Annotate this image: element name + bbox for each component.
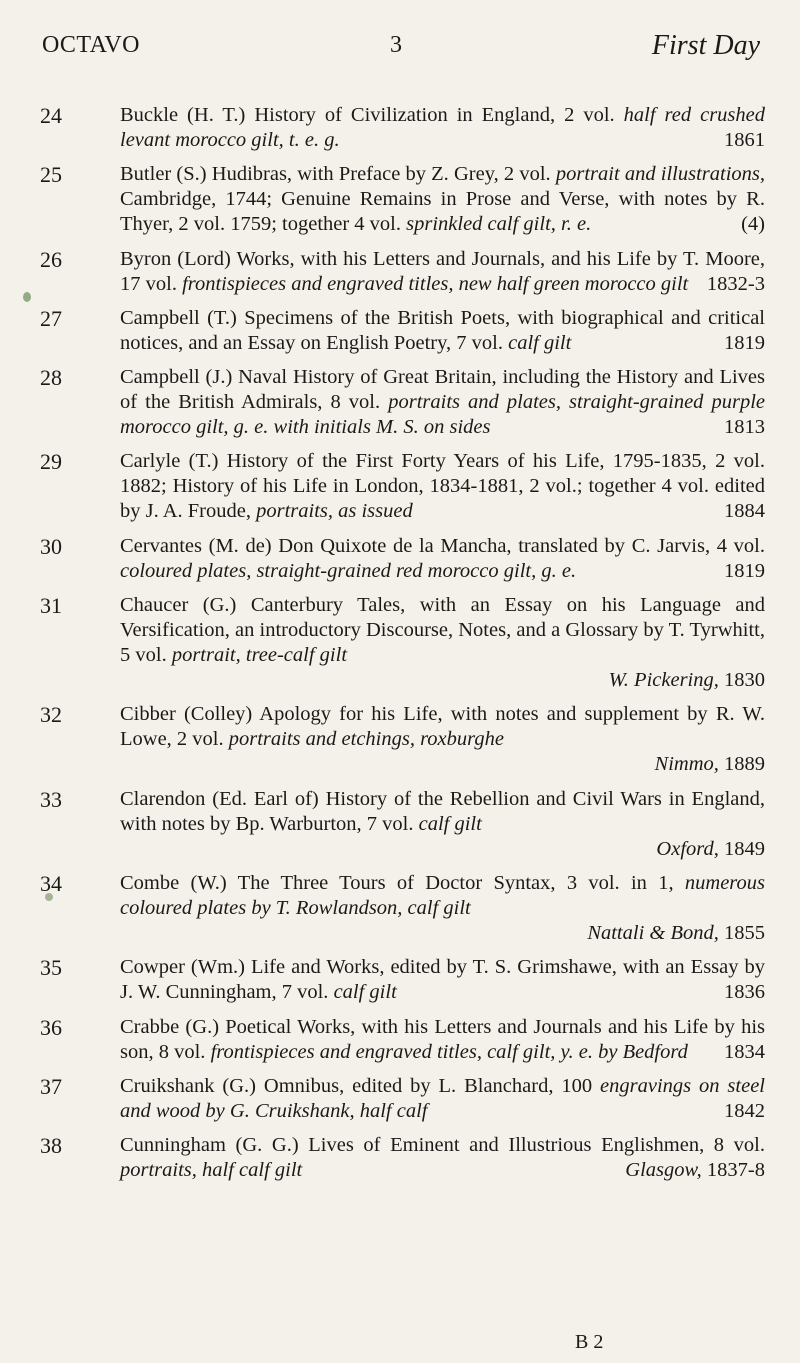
lot-title-continued: Cambridge, 1744; Genuine Remains in Prose and Verse, with notes by R. Thyer, 2 vol. 1759; together 4 vol. xyxy=(120,188,765,236)
lot-date: 1842 xyxy=(724,1099,765,1122)
lot-entry xyxy=(40,365,765,440)
lot-entry xyxy=(40,1074,765,1124)
lot-binding: portrait, tree-calf gilt xyxy=(171,644,348,667)
lot-binding: calf gilt xyxy=(333,981,397,1004)
lot-entry xyxy=(40,247,765,297)
lot-binding: engravings on steel and wood by G. Cruikshank, half calf xyxy=(120,1074,765,1122)
lot-entry xyxy=(40,103,765,153)
lot-title: Cibber (Colley) Apology for his Life, with notes and supplement by R. W. Lowe, 2 vol. xyxy=(120,703,765,751)
lot-date: 1837-8 xyxy=(706,1159,765,1182)
lot-number: 36 xyxy=(40,1014,62,1040)
lot-number: 31 xyxy=(40,593,62,619)
lot-title: Carlyle (T.) History of the First Forty Years of his Life, 1795-1835, 2 vol. 1882; History of his Life in London, 1834-1881, 2 vol.; together 4 vol. edited by J. A. Froude, xyxy=(120,450,765,523)
lot-binding: coloured plates, straight-grained red morocco gilt, g. e. xyxy=(120,559,577,582)
lot-binding: frontispieces and engraved titles, calf gilt, y. e. by Bedford xyxy=(210,1040,688,1063)
lot-binding: portraits and plates, straight-grained purple morocco gilt, g. e. with initials M. S. on sides xyxy=(120,391,766,439)
lot-entry xyxy=(40,1015,765,1065)
lot-number: 37 xyxy=(40,1073,62,1099)
lot-title: Crabbe (G.) Poetical Works, with his Letters and Journals and his Life by his son, 8 vol. xyxy=(120,1015,765,1063)
lot-title: Campbell (T.) Specimens of the British Poets, with biographical and critical notices, and an Essay on English Poetry, 7 vol. xyxy=(120,306,765,354)
lot-date: 1855 xyxy=(724,921,765,944)
lot-date: 1861 xyxy=(724,129,765,151)
lot-number: 30 xyxy=(40,533,62,559)
lot-number: 35 xyxy=(40,955,62,981)
lot-entry xyxy=(40,955,765,1005)
lot-entry xyxy=(40,306,765,356)
lot-date: 1849 xyxy=(724,837,765,860)
lot-binding: half red crushed levant morocco gilt, t. e. g. xyxy=(120,104,765,151)
lot-entry xyxy=(40,702,765,777)
lot-date: 1830 xyxy=(724,669,765,692)
lot-title: Combe (W.) The Three Tours of Doctor Syntax, 3 vol. in 1, xyxy=(120,871,674,894)
lot-date: 1832-3 xyxy=(706,272,765,295)
lot-binding: portraits, as issued xyxy=(256,500,413,523)
lot-date: 1836 xyxy=(724,981,765,1004)
header-format: OCTAVO xyxy=(42,32,140,58)
lot-binding: calf gilt xyxy=(418,812,482,835)
lot-binding: calf gilt xyxy=(508,331,572,354)
lot-entry xyxy=(40,534,765,584)
lot-date: 1819 xyxy=(724,559,765,582)
lot-date: 1884 xyxy=(724,500,765,523)
catalogue-entries xyxy=(40,103,765,1192)
lot-date: 1813 xyxy=(724,416,765,439)
lot-imprint: W. Pickering, xyxy=(608,669,719,692)
lot-binding-2: sprinkled calf gilt, r. e. xyxy=(406,213,592,236)
lot-entry xyxy=(40,1133,765,1183)
lot-entry xyxy=(40,449,765,524)
page-number: 3 xyxy=(390,32,402,58)
lot-entry xyxy=(40,593,765,693)
lot-entry xyxy=(40,162,765,237)
lot-imprint: Oxford, xyxy=(656,837,719,860)
lot-number: 34 xyxy=(40,870,62,896)
lot-number: 28 xyxy=(40,365,62,391)
lot-entry xyxy=(40,871,765,946)
lot-date: 1889 xyxy=(724,753,765,776)
lot-number: 26 xyxy=(40,246,62,272)
lot-number: 24 xyxy=(40,103,62,128)
lot-binding: portraits and etchings, roxburghe xyxy=(228,728,504,751)
signature-mark: B 2 xyxy=(575,1331,604,1353)
lot-title: Cowper (Wm.) Life and Works, edited by T. S. Grimshawe, with an Essay by J. W. Cunningham, 7 vol. xyxy=(120,956,765,1004)
lot-date: 1819 xyxy=(724,331,765,354)
lot-binding: numerous coloured plates by T. Rowlandson, calf gilt xyxy=(120,871,765,919)
page-header xyxy=(40,28,760,68)
lot-title: Cruikshank (G.) Omnibus, edited by L. Blanchard, 100 xyxy=(120,1074,593,1097)
lot-imprint: Nattali & Bond, xyxy=(587,921,719,944)
lot-number: 29 xyxy=(40,449,62,475)
lot-entry xyxy=(40,787,765,862)
header-sale-day: First Day xyxy=(651,30,760,61)
lot-title: Clarendon (Ed. Earl of) History of the Rebellion and Civil Wars in England, with notes by Bp. Warburton, 7 vol. xyxy=(120,787,765,835)
lot-imprint: Glasgow, xyxy=(625,1159,702,1182)
lot-binding: portraits, half calf gilt xyxy=(120,1159,303,1182)
lot-title: Campbell (J.) Naval History of Great Britain, including the History and Lives of the British Admirals, 8 vol. xyxy=(120,366,765,414)
lot-date: (4) xyxy=(741,213,765,236)
lot-date: 1834 xyxy=(724,1040,765,1063)
lot-number: 33 xyxy=(40,786,62,812)
lot-title: Buckle (H. T.) History of Civilization in England, 2 vol. xyxy=(120,104,615,126)
lot-binding: frontispieces and engraved titles, new half green morocco gilt xyxy=(182,272,689,295)
lot-number: 38 xyxy=(40,1133,62,1159)
lot-number: 27 xyxy=(40,305,62,331)
lot-imprint: Nimmo, xyxy=(654,753,719,776)
lot-number: 32 xyxy=(40,702,62,728)
lot-title: Cunningham (G. G.) Lives of Eminent and Illustrious Englishmen, 8 vol. xyxy=(120,1134,765,1157)
lot-number: 25 xyxy=(40,162,62,188)
lot-title: Butler (S.) Hudibras, with Preface by Z. Grey, 2 vol. xyxy=(120,163,551,186)
lot-title: Cervantes (M. de) Don Quixote de la Mancha, translated by C. Jarvis, 4 vol. xyxy=(120,534,765,557)
lot-title: Byron (Lord) Works, with his Letters and Journals, and his Life by T. Moore, 17 vol. xyxy=(120,247,765,295)
ink-blot xyxy=(23,292,31,302)
lot-binding: portrait and illustrations, xyxy=(555,163,766,186)
lot-title: Chaucer (G.) Canterbury Tales, with an Essay on his Language and Versification, an introductory Discourse, Notes, and a Glossary by T. Tyrwhitt, 5 vol. xyxy=(120,594,765,667)
